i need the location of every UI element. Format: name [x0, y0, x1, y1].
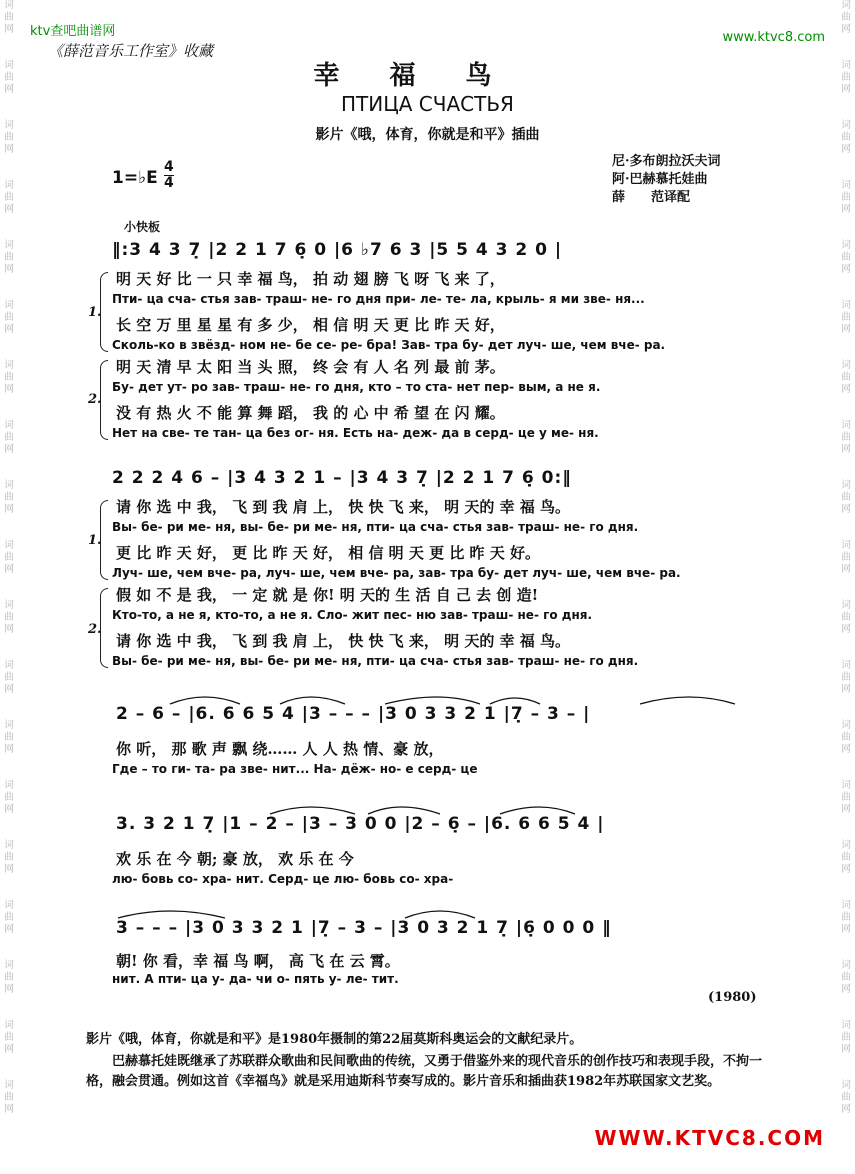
year-mark: (1980) — [708, 990, 757, 1005]
verse-number: 1. — [88, 305, 102, 320]
verse-number: 2. — [88, 622, 102, 637]
notation-line-5: 3 – – – |3 0 3 3 2 1 |7̣ – 3 – |3 0 3 2 1 7̣ |6̣ 0 0 0 ‖ — [116, 918, 612, 938]
verse-number: 2. — [88, 392, 102, 407]
slur-arc — [280, 697, 345, 704]
slur-arc — [270, 807, 355, 814]
slur-arc — [640, 697, 735, 704]
notation-line-1: ‖:3 4 3 7̣ |2 2 1 7 6̣ 0 |6 ♭7 6 3 |5 5 4 3 2 0 | — [112, 240, 563, 260]
lyric-chinese: 欢 乐 在 今 朝; 豪 放， 欢 乐 在 今 — [116, 850, 354, 868]
slur-arc — [118, 911, 225, 918]
site-logo-footer: WWW.KTVC8.COM — [594, 1126, 825, 1150]
note-paragraph: 巴赫慕托娃既继承了苏联群众歌曲和民间歌曲的传统，又勇于借鉴外来的现代音乐的创作技巧和表现手段，不拘一格，融会贯通。例如这首《幸福鸟》就是采用迪斯科节奏写成的。影片音乐和插曲获1982年苏联国家文艺奖。 — [86, 1054, 763, 1089]
credit-composer: 阿·巴赫慕托娃曲 — [612, 172, 708, 187]
collection-note: 《薛范音乐工作室》收藏 — [48, 42, 214, 60]
lyric-russian: нит. А пти- ца у- да- чи о- пять у- ле- тит. — [112, 972, 399, 986]
slur-arc — [490, 698, 540, 704]
song-title-chinese: 幸福鸟 — [313, 61, 542, 91]
side-watermark-left: 词曲网 词曲网 词曲网 词曲网 词曲网 词曲网 词曲网 词曲网 词曲网 词曲网 词曲网 词曲网 词曲网 词曲网 词曲网 词曲网 词曲网 词曲网 词曲网 — [4, 0, 14, 1115]
slur-arc — [405, 911, 475, 918]
site-watermark-top-right: www.ktvc8.com — [722, 30, 825, 45]
lyric-russian: Где – то ги- та- ра зве- нит... На- дёж- но- е серд- це — [112, 762, 478, 776]
lyric-chinese: 更 比 昨 天 好， 更 比 昨 天 好， 相 信 明 天 更 比 昨 天 好。 — [116, 544, 541, 562]
slur-arc — [368, 807, 440, 814]
credit-translator: 薛 范译配 — [612, 190, 691, 205]
verse-number: 1. — [88, 533, 102, 548]
song-subtitle: 影片《哦，体育，你就是和平》插曲 — [315, 127, 540, 143]
lyric-russian: Луч- ше, чем вче- ра, луч- ше, чем вче- ра, зав- тра бу- дет луч- ше, чем вче- ра. — [112, 566, 681, 580]
lyric-russian: Нет на све- те тан- ца без ог- ня. Есть на- деж- да в серд- це у ме- ня. — [112, 426, 599, 440]
lyric-russian: Пти- ца сча- стья зав- траш- не- го дня при- ле- те- ла, крыль- я ми зве- ня... — [112, 292, 645, 306]
credit-lyricist: 尼·多布朗拉沃夫词 — [612, 154, 721, 169]
lyric-chinese: 明 天 清 早 太 阳 当 头 照， 终 会 有 人 名 列 最 前 茅。 — [116, 358, 505, 376]
lyric-chinese: 你 听， 那 歌 声 飘 绕…… 人 人 热 情、豪 放， — [116, 740, 444, 758]
lyric-russian: Бу- дет ут- ро зав- траш- не- го дня, кто – то ста- нет пер- вым, а не я. — [112, 380, 601, 394]
lyric-chinese: 请 你 选 中 我， 飞 到 我 肩 上， 快 快 飞 来， 明 天的 幸 福 鸟。 — [116, 498, 571, 516]
lyric-russian: Сколь-ко в звёзд- ном не- бе се- ре- бра! Зав- тра бу- дет луч- ше, чем вче- ра. — [112, 338, 666, 352]
site-watermark-top-left: ktv查吧曲谱网 — [30, 24, 116, 39]
lyric-chinese: 明 天 好 比 一 只 幸 福 鸟， 拍 动 翅 膀 飞 呀 飞 来 了， — [116, 270, 505, 288]
slur-arc — [170, 697, 240, 704]
notation-line-4: 3. 3 2 1 7̣ |1 – 2 – |3 – 3 0 0 |2 – 6̣ – |6. 6 6 5 4 | — [116, 814, 605, 834]
lyric-chinese: 请 你 选 中 我， 飞 到 我 肩 上， 快 快 飞 来， 明 天的 幸 福 鸟。 — [116, 632, 571, 650]
lyric-russian: Вы- бе- ри ме- ня, вы- бе- ри ме- ня, пти- ца сча- стья зав- траш- не- го дня. — [112, 520, 639, 534]
slur-arc — [385, 697, 480, 704]
key-signature: 1=♭E — [112, 168, 158, 188]
lyric-russian: Вы- бе- ри ме- ня, вы- бе- ри ме- ня, пти- ца сча- стья зав- траш- не- го дня. — [112, 654, 639, 668]
notation-line-3: 2 – 6 – |6. 6 6 5 4 |3 – – – |3 0 3 3 2 1 |7̣ – 3 – | — [116, 704, 591, 724]
time-signature: 4 4 — [164, 159, 174, 191]
note-paragraph: 影片《哦，体育，你就是和平》是1980年摄制的第22届莫斯科奥运会的文献纪录片。 — [86, 1032, 583, 1047]
slur-arc — [500, 807, 575, 814]
lyric-chinese: 没 有 热 火 不 能 算 舞 蹈， 我 的 心 中 希 望 在 闪 耀。 — [116, 404, 505, 422]
lyric-russian: Кто-то, а не я, кто-то, а не я. Сло- жит пес- ню зав- траш- не- го дня. — [112, 608, 593, 622]
lyric-russian: лю- бовь со- хра- нит. Серд- це лю- бовь со- хра- — [112, 872, 454, 886]
song-title-russian: ПТИЦА СЧАСТЬЯ — [341, 92, 514, 116]
lyric-chinese: 长 空 万 里 星 星 有 多 少， 相 信 明 天 更 比 昨 天 好， — [116, 316, 505, 334]
side-watermark-right: 词曲网 词曲网 词曲网 词曲网 词曲网 词曲网 词曲网 词曲网 词曲网 词曲网 词曲网 词曲网 词曲网 词曲网 词曲网 词曲网 词曲网 词曲网 词曲网 — [841, 0, 851, 1115]
lyric-chinese: 假 如 不 是 我， 一 定 就 是 你! 明 天的 生 活 自 己 去 创 造! — [116, 586, 539, 604]
lyric-chinese: 朝! 你 看，幸 福 鸟 啊， 高 飞 在 云 霄。 — [116, 952, 400, 970]
notation-line-2: 2 2 2 4 6 – |3 4 3 2 1 – |3 4 3 7̣ |2 2 1 7 6̣ 0:‖ — [112, 468, 572, 488]
tempo-marking: 小快板 — [124, 220, 161, 234]
